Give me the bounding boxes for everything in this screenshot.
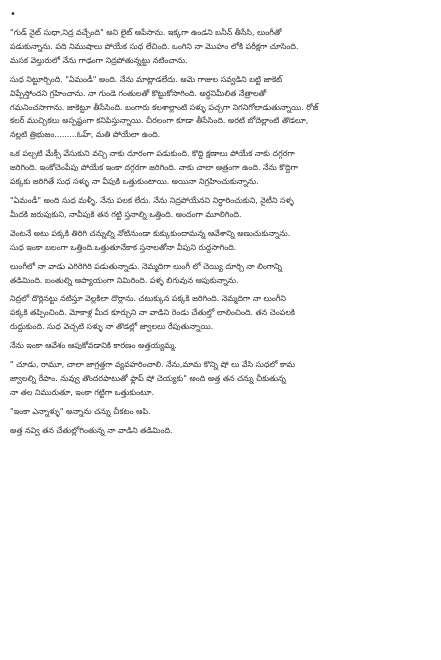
- paragraph: నేను ఇంకా ఆవేశం ఆపుకోవడానికి కారణం అత్తయ్యమ్మ.: [10, 341, 177, 351]
- paragraph: సుధ నిట్టూర్చింది. "ఏమండీ" అంది. నేను మాట్లాడలేదు. అమె గాజుల సవ్వడిని బట్టి జాకెట్ విప్పేస్తోందని గ్రహించాను. నా గుండె గంతులతో కొట్టుకోసాగింది. అర్ధనిమీలిత నేత్రాలతో గమనించసాగాను. జాకెట్టూ తీసేసింది. బంగారు కలశాల్లాంటి సళ్ళు పచ్చగా నిగనిగోలాడుతున్నాయి. రోజ్ కలర్ ముచ్చికలు అస్పష్టంగా కనిపిస్తున్నాయి. చీరలంగా కూడా తీసేసింది. అరటి బోదెల్లాంటి తొడలూ, నల్లటి త్రిభుజం.........ఓహ్, మతి పోయేలా ఉంది.: [10, 74, 319, 140]
- paragraph: అత్త నవ్వి తన చేతుల్లోగింతున్న నా వాడిని తడిమింది.: [10, 425, 173, 435]
- paragraph: "గుడ్ నైట్ సుధా,నిద్ర వచ్చేంది" అని లైట్ ఆపేసాను. ఇక్కగా ఉండని బనీన్ తీసేసి, లుంగీతో పడుకున్నాను. పది నిముషాలు పోయేక సుధ లేచింది. ఒంగిని నా మొహం లోకి పరీక్షగా చూసింది. మసక వెల్తురులో నేను గాఢంగా నిద్రపోతున్నట్టు నటించాను.: [10, 28, 299, 65]
- paragraph: " చూడు, రామూ, చాలా జాగ్రత్తగా వ్యవహరించాలి. నేను,మామ కొన్ని షో లు వేసి సుధలో కామ జ్వాలల్ని రేపాం. నువ్వు తొందరపాటుతో ఫ్లాప్ షో చెయ్యకు" అంది అత్త తన చన్ను చీకుతున్న నా తల నిమురుతూ, ఇంకా గట్టిగా ఒత్తుకుంటూ.: [10, 360, 295, 397]
- paragraph: నిద్రలో దొర్లినట్టు నటిస్తూ వెల్లకిలా దొర్లాను. చటుక్కున పక్కకి జరిగింది. నెమ్మదిగా నా లుంగీని పక్కకి తప్పించింది. మోకాళ్ల మీద కూర్చుని నా వాడిని రెండు చేతుల్తో లాలించింది. తన చెంపలకి రుద్దుకుంది. సుధ వెచ్చటి సళ్ళు నా తొడల్లో జ్వాలలు రేపుతున్నాయి.: [10, 294, 296, 332]
- paragraph: "ఏమండీ" అంది సుధ మళ్ళీ. నేను పలక లేదు. నేను నిద్రపోయేనని నిర్ధారించుకుని, నైటీని సళ్ళ మీదకి జరుపుకుని, నావీపుకి తన గట్టి స్తనాల్ని ఒత్తింది. అందంగా మూలిగింది.: [10, 195, 294, 219]
- paragraph: వెంటనే అటు పక్కకి తిరిగి చన్నుల్ని నోటినుండా కుక్కుకుందామన్న ఆవేశాన్ని అణుచుకున్నాను. సుధ ఇంకా బలంగా ఒత్తింది.ఒత్తుతూనేకాక స్తనాలతోనా వీపుని రుద్దసాగింది.: [10, 228, 291, 252]
- paragraph: లుంగీలో నా వాడు ఎగిరెగిరి పడుతున్నాడు. నెమ్మదిగా లుంగీ లో చెయ్యి దూర్చి నా లింగాన్ని తడిమింది. బంతుల్ని ఆప్యాయంగా నిమిరింది. పళ్ళ బిగువున ఆపుకున్నాను.: [10, 261, 283, 285]
- paragraph: "ఇంకా ఎన్నాళ్ళు" అన్నాను చన్ను చీకటం ఆపి.: [10, 406, 151, 416]
- paragraph: ఒక పల్చటి మేక్సీ వేసుకుని వచ్చి నాకు దూరంగా పడుకుంది. కొద్ది క్షణాలు పోయేక నాకు దగ్గరగా జరిగింది. ఇంకోచెంపేపు పోయేక ఇంకా దగ్గరగా జరిగింది. నాకు చాలా ఆత్రంగా ఉంది. నేను కొద్దిగా పక్కకు జరిగితే సుధ సళ్ళు నా వీపుకి ఒత్తుకుంటాయి. అయినా నిగ్రహించుకున్నాను.: [10, 149, 298, 187]
- bullet-mark: •: [10, 9, 16, 20]
